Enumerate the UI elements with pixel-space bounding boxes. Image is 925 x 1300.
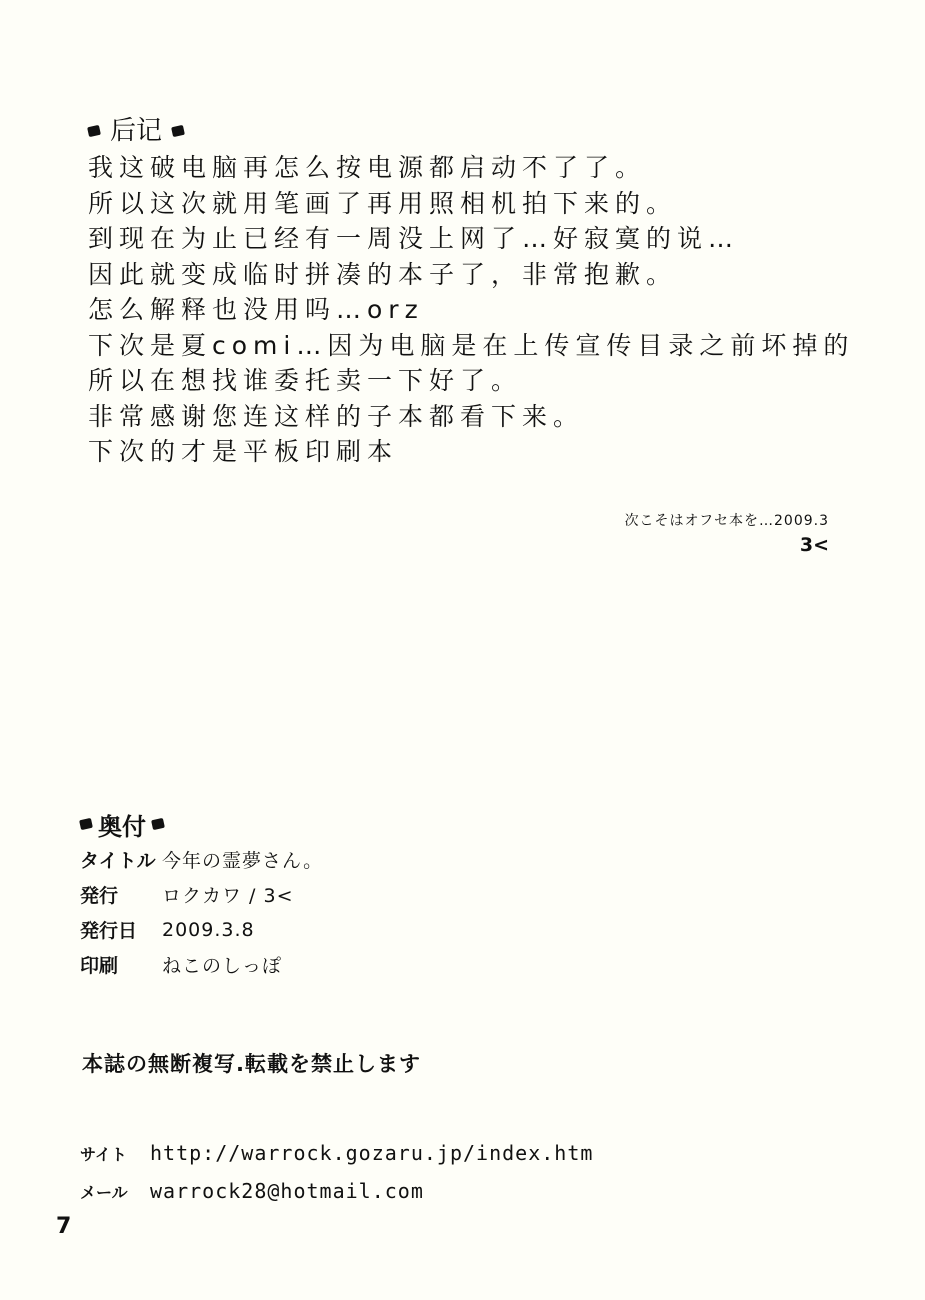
afterword-line: 下次的才是平板印刷本 [88, 437, 399, 466]
afterword-title: 后记 [110, 116, 163, 146]
colophon-value: 2009.3.8 [162, 918, 255, 941]
afterword-line: 所以这次就用笔画了再用照相机拍下来的。 [88, 188, 678, 218]
colophon-section [80, 806, 323, 982]
afterword-line: 下次是夏comi…因为电脑是在上传宣传目录之前坏掉的 [88, 330, 855, 360]
site-label: サイト [80, 1144, 127, 1164]
colophon-value: 今年の霊夢さん。 [162, 850, 324, 872]
contact-section [80, 1134, 593, 1210]
afterword-line: 到现在为止已经有一周没上网了…好寂寞的说… [88, 224, 740, 253]
mail-link[interactable]: warrock28@hotmail.com [150, 1179, 424, 1203]
colophon-title: 奥付 [98, 812, 146, 841]
afterword-section [88, 112, 854, 470]
afterword-line: 因此就变成临时拼凑的本子了，非常抱歉。 [88, 259, 678, 289]
signature [625, 510, 829, 556]
afterword-heading [88, 112, 854, 150]
colophon-value: ねこのしっぽ [162, 955, 283, 977]
colophon-label: 印刷 [80, 955, 119, 977]
bullet-marker-icon [151, 818, 165, 830]
bullet-marker-icon [79, 818, 93, 830]
site-link[interactable]: http://warrock.gozaru.jp/index.htm [150, 1141, 594, 1165]
afterword-line: 非常感谢您连这样的子本都看下来。 [88, 401, 585, 431]
bullet-marker-icon [87, 125, 101, 137]
afterword-line: 我这破电脑再怎么按电源都启动不了了。 [88, 153, 647, 182]
colophon-row-title [80, 842, 323, 877]
colophon-row-publisher [80, 877, 323, 912]
colophon-label: タイトル [80, 850, 156, 872]
copyright-notice: 本誌の無断複写.転載を禁止します [82, 1052, 421, 1076]
signature-note: 次こそはオフセ本を…2009.3 [624, 513, 829, 529]
colophon-label: 発行 [80, 885, 119, 907]
signature-name: 3< [799, 534, 829, 556]
bullet-marker-icon [171, 125, 185, 137]
contact-row-site [80, 1134, 593, 1172]
colophon-value: ロクカワ / 3< [162, 885, 294, 907]
colophon-row-printer [80, 947, 323, 982]
colophon-row-date [80, 912, 323, 947]
contact-row-mail [80, 1172, 593, 1210]
afterword-line: 怎么解释也没用吗…orz [88, 295, 424, 324]
mail-label: メール [80, 1182, 128, 1202]
page-number: 7 [56, 1214, 72, 1239]
colophon-label: 発行日 [80, 920, 138, 942]
colophon-heading [80, 806, 323, 842]
afterword-line: 所以在想找谁委托卖一下好了。 [88, 366, 523, 395]
